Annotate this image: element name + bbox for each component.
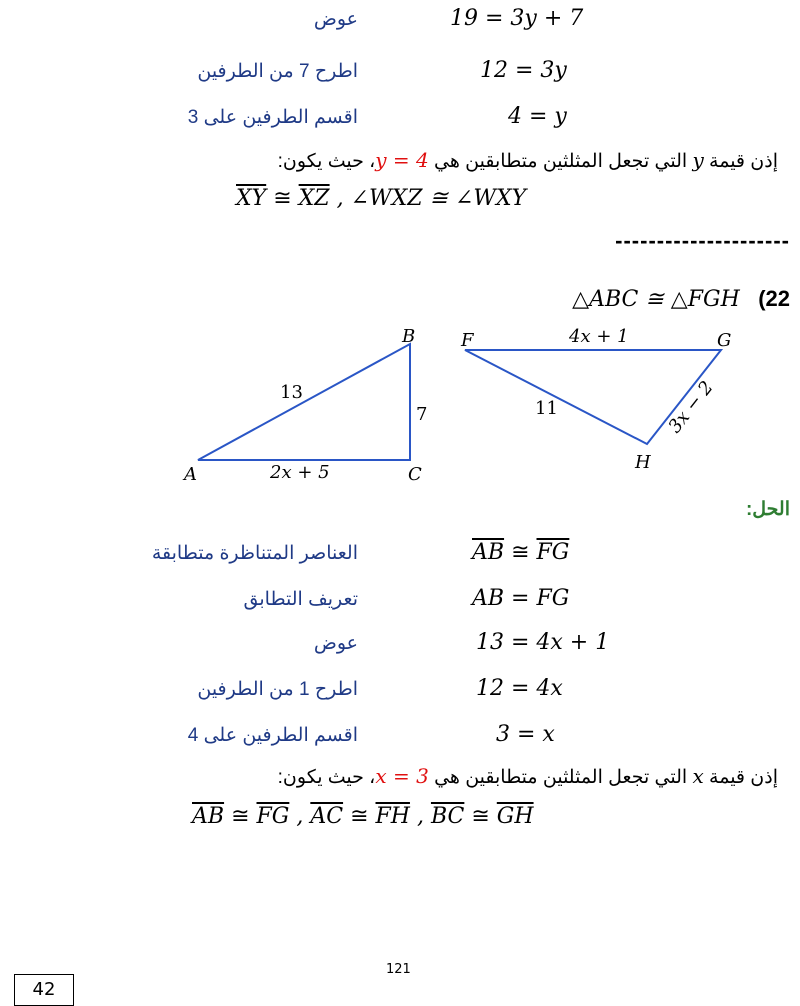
- bottom-conclusion-value: x = 3: [375, 764, 429, 788]
- bottom-conclusion: [278, 764, 778, 789]
- solution-step-4-note: اطرح 1 من الطرفين: [197, 679, 358, 700]
- solution-step-3-math: 13 = 4x + 1: [476, 630, 610, 655]
- top-conclusion-value: y = 4: [375, 148, 429, 172]
- solution-step-3-note: عوض: [313, 633, 358, 654]
- vertex-f-label: F: [461, 330, 474, 351]
- solution-step-4-math: 12 = 4x: [476, 676, 563, 701]
- vertex-h-label: H: [635, 452, 651, 473]
- solution-step-5-note: اقسم الطرفين على 4: [187, 725, 358, 746]
- top-congruence: $\overline{XY}$ ≅ $\overline{XZ}$ , ∠WXZ ≅ ∠WXY: [236, 186, 527, 211]
- side-fg-label: 4x + 1: [569, 326, 629, 347]
- top-step-1-math: 19 = 3y + 7: [450, 6, 584, 31]
- solution-step-5-math: 3 = x: [496, 722, 555, 747]
- solution-step-2-math: AB = FG: [472, 586, 570, 611]
- solution-step-1-note: العناصر المتناظرة متطابقة: [151, 543, 358, 564]
- top-conclusion-var: y: [692, 148, 704, 172]
- vertex-g-label: G: [717, 330, 732, 351]
- top-conclusion: [278, 148, 778, 173]
- top-congruence-angles: , ∠WXZ ≅ ∠WXY: [336, 186, 527, 211]
- triangle-fgh-figure: [455, 326, 755, 486]
- vertex-b-label: B: [402, 326, 416, 347]
- side-ac-label: 2x + 5: [270, 462, 330, 483]
- top-step-1-note: عوض: [313, 9, 358, 30]
- side-gh-label: 3x − 2: [664, 377, 718, 438]
- bottom-conclusion-suffix: ، حيث يكون:: [277, 767, 376, 788]
- bottom-conclusion-prefix: إذن قيمة: [709, 767, 778, 788]
- top-step-2-note: اطرح 7 من الطرفين: [197, 61, 358, 82]
- top-step-3-math: 4 = y: [508, 104, 567, 129]
- top-congruence-seg1: $\overline{XY}$: [236, 186, 267, 211]
- solution-label: الحل:: [745, 499, 790, 520]
- side-bc-label: 7: [416, 404, 428, 425]
- problem-header: [572, 286, 790, 312]
- side-ab-label: 13: [280, 382, 303, 403]
- vertex-a-label: A: [184, 464, 197, 485]
- box-number: 42: [14, 974, 74, 1006]
- problem-number: (22: [758, 286, 790, 311]
- top-step-2-math: 12 = 3y: [480, 58, 567, 83]
- separator: ---------------------: [615, 228, 790, 253]
- side-fh-label: 11: [535, 398, 558, 419]
- bottom-conclusion-middle: التي تجعل المثلثين متطابقين هي: [434, 767, 688, 788]
- top-conclusion-prefix: إذن قيمة: [709, 151, 778, 172]
- top-conclusion-suffix: ، حيث يكون:: [277, 151, 376, 172]
- solution-step-2-note: تعريف التطابق: [243, 589, 358, 610]
- vertex-c-label: C: [408, 464, 422, 485]
- bottom-conclusion-var: x: [692, 764, 704, 788]
- top-conclusion-middle: التي تجعل المثلثين متطابقين هي: [434, 151, 688, 172]
- solution-step-1-math: $\overline{AB}$ ≅ $\overline{FG}$: [472, 540, 570, 565]
- page-number: 121: [386, 962, 411, 977]
- top-step-3-note: اقسم الطرفين على 3: [187, 107, 358, 128]
- problem-statement: △ABC ≅ △FGH: [572, 287, 740, 312]
- top-congruence-seg2: $\overline{XZ}$: [298, 186, 330, 211]
- triangle-abc-figure: [180, 326, 440, 486]
- bottom-congruences: $\overline{AB}$ ≅ $\overline{FG}$ , $\overline{AC}$ ≅ $\overline{FH}$ , $\overline{BC}$ ≅ $\overline{GH}$: [192, 804, 534, 829]
- triangle-abc: [198, 344, 410, 460]
